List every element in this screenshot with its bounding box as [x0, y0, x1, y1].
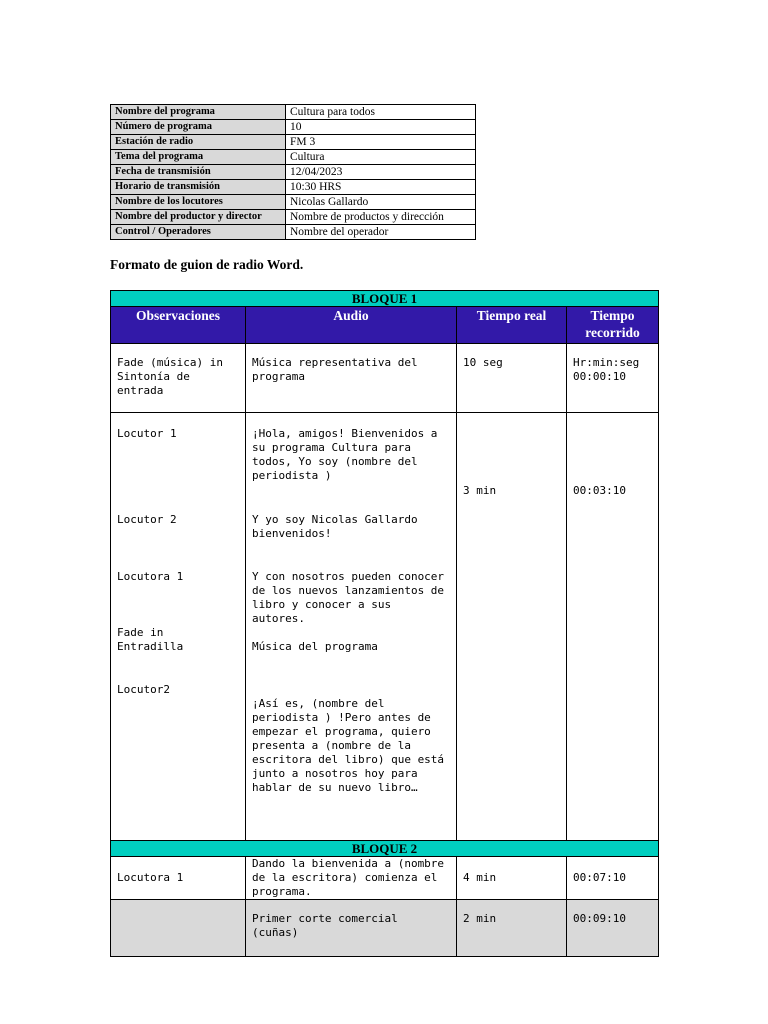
row-audio: Y con nosotros pueden conocer de los nuevos lanzamientos de libro y conocer a sus autores.: [252, 570, 445, 625]
info-value: Cultura: [286, 150, 476, 165]
row-audio: Música del programa: [252, 640, 378, 653]
info-row: [111, 225, 476, 240]
info-value: Nombre de productos y dirección: [286, 210, 476, 225]
row-tiempo-real: 4 min: [463, 871, 497, 884]
bloque-1-header: BLOQUE 1: [111, 291, 659, 307]
info-row: [111, 105, 476, 120]
row-audio: Dando la bienvenida a (nombre de la escritora) comienza el programa.: [252, 857, 445, 898]
format-title: Formato de guion de radio Word.: [110, 257, 304, 272]
info-label: Tema del programa: [111, 150, 286, 165]
info-value: 10:30 HRS: [286, 180, 476, 195]
row-observacion: Locutora 1: [117, 570, 184, 583]
bloque-2-header: BLOQUE 2: [111, 841, 659, 857]
info-row: [111, 135, 476, 150]
info-label: Nombre del productor y director: [111, 210, 286, 225]
info-label: Nombre de los locutores: [111, 195, 286, 210]
info-label: Número de programa: [111, 120, 286, 135]
info-row: [111, 195, 476, 210]
row-observacion: Fade in Entradilla: [117, 626, 184, 653]
row-audio: ¡Hola, amigos! Bienvenidos a su programa Cultura para todos, Yo soy (nombre del periodista ): [252, 427, 438, 482]
row-tiempo-recorrido: 00:03:10: [573, 484, 626, 497]
row-tiempo-recorrido: 00:07:10: [573, 871, 626, 884]
col-tiempo-real: Tiempo real: [457, 307, 567, 344]
info-label: Estación de radio: [111, 135, 286, 150]
row-tiempo-recorrido: 00:00:10: [573, 370, 626, 383]
col-audio: Audio: [246, 307, 457, 344]
row-tiempo-recorrido: 00:09:10: [573, 912, 626, 925]
col-observaciones: Observaciones: [111, 307, 246, 344]
table-row: [111, 344, 659, 413]
program-info-table: [110, 104, 476, 240]
row-audio: Primer corte comercial (cuñas): [252, 912, 398, 939]
row-tiempo-real: 10 seg: [463, 356, 503, 369]
info-row: [111, 120, 476, 135]
info-row: [111, 165, 476, 180]
info-label: Nombre del programa: [111, 105, 286, 120]
row-observacion: Locutor2: [117, 683, 170, 696]
info-value: FM 3: [286, 135, 476, 150]
info-label: Control / Operadores: [111, 225, 286, 240]
info-row: [111, 150, 476, 165]
radio-script-table: [110, 290, 659, 957]
row-audio: Y yo soy Nicolas Gallardo bienvenidos!: [252, 513, 418, 540]
info-row: [111, 210, 476, 225]
info-value: Nombre del operador: [286, 225, 476, 240]
info-value: 10: [286, 120, 476, 135]
row-audio: ¡Así es, (nombre del periodista ) !Pero antes de empezar el programa, quiero presenta a (nombre de la escritora del libro) que está junto a nosotros hoy para hablar de su nuevo libro…: [252, 697, 445, 794]
info-value: Cultura para todos: [286, 105, 476, 120]
row-observacion: Locutora 1: [117, 871, 184, 884]
row-audio: Música representativa del programa: [252, 356, 418, 383]
row-tiempo-real: 2 min: [463, 912, 497, 925]
info-label: Fecha de transmisión: [111, 165, 286, 180]
row-tiempo-format: Hr:min:seg: [573, 356, 640, 369]
info-label: Horario de transmisión: [111, 180, 286, 195]
info-row: [111, 180, 476, 195]
info-value: 12/04/2023: [286, 165, 476, 180]
col-tiempo-recorrido: Tiempo recorrido: [567, 307, 659, 344]
row-observacion: Fade (música) in Sintonía de entrada: [117, 356, 223, 397]
row-observacion: Locutor 2: [117, 513, 177, 526]
row-tiempo-real: 3 min: [463, 484, 497, 497]
info-value: Nicolas Gallardo: [286, 195, 476, 210]
table-row: [111, 857, 659, 900]
row-observacion: Locutor 1: [117, 427, 177, 440]
table-row: [111, 900, 659, 957]
table-row: [111, 413, 659, 841]
